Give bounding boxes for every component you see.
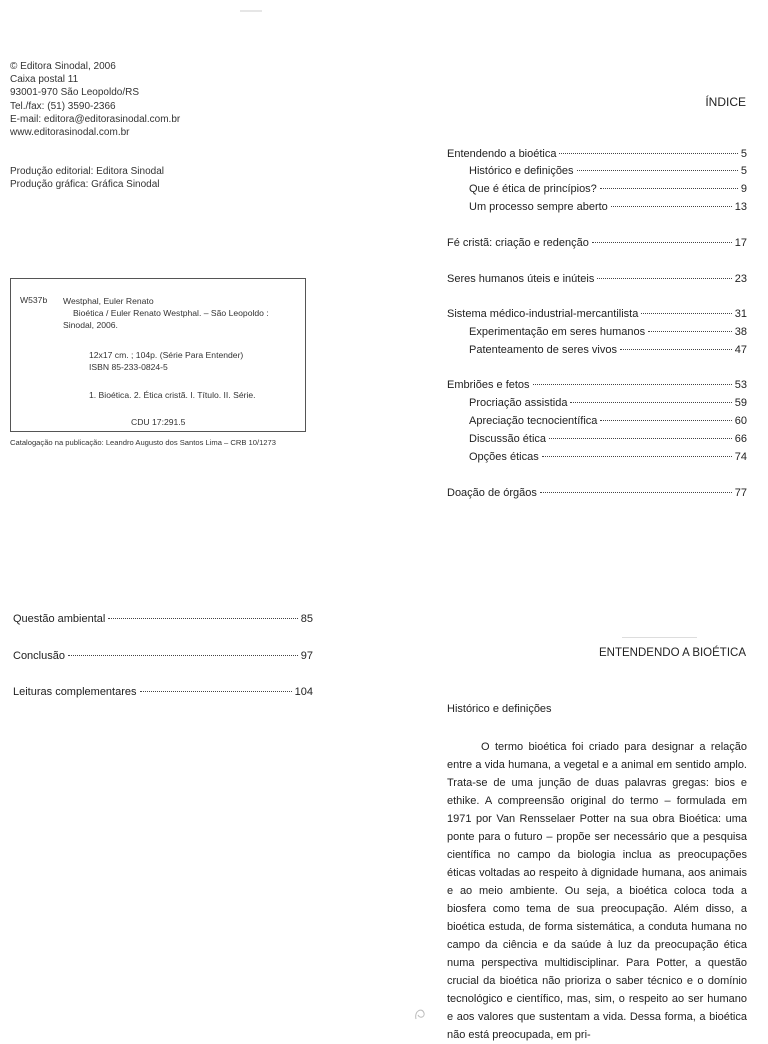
catalog-code: W537b <box>20 295 48 305</box>
section-subtitle: Histórico e definições <box>447 703 552 715</box>
catalog-isbn: ISBN 85-233-0824-5 <box>89 362 168 372</box>
scan-artifact <box>240 0 262 4</box>
catalog-physical <box>89 349 299 373</box>
toc-subentry[interactable]: Apreciação tecnocientífica 60 <box>469 415 747 427</box>
toc-subentry[interactable]: Que é ética de princípios? 9 <box>469 183 747 195</box>
production-line: Produção editorial: Editora Sinodal <box>10 166 164 177</box>
catalog-card <box>10 278 306 432</box>
publisher-email: E-mail: editora@editorasinodal.com.br <box>10 113 181 125</box>
publisher-line: 93001-970 São Leopoldo/RS <box>10 87 139 99</box>
toc-subentry[interactable]: Um processo sempre aberto 13 <box>469 201 747 213</box>
toc-entry[interactable]: Conclusão 97 <box>13 650 313 662</box>
paragraph: O termo bioética foi criado para designar a relação entre a vida humana, a vegetal e a animal em sentido amplo. Trata-se de uma junção de duas palavras gregas: bios e ethike. A compreensão original do termo – formulada em 1971 por Van Rensselaer Potter na sua obra Bioética: uma ponte para o futuro – propõe ser necessário que a pesquisa científica no campo da biologia inclua as preocupações éticas voltadas ao respeito à dignidade humana, aos animais e ao meio ambiente. Ou seja, a bioética coloca toda a biosfera como tema de sua preocupação. Além disso, a bioética estuda, de forma sistemática, a conduta humana no campo da ciência e da saúde à luz da preocupação ética numa perspectiva multidisciplinar. Para Potter, a questão crucial da bioética não prioriza o saber técnico e o domínio tecnológico e científico, mas, sim, o respeito ao ser humano e aos valores que sustentam a vida. Dessa forma, a bioética não está preocupada, em pri- <box>447 741 747 1041</box>
toc-entry[interactable]: Embriões e fetos 53 <box>447 379 747 391</box>
index-title: ÍNDICE <box>705 95 746 109</box>
toc-subentry[interactable]: Discussão ética 66 <box>469 433 747 445</box>
catalog-format: 12x17 cm. ; 104p. (Série Para Entender) <box>89 350 244 360</box>
production-info <box>10 165 164 191</box>
toc-entry[interactable]: Questão ambiental 85 <box>13 613 313 625</box>
catalog-credit: Catalogação na publicação: Leandro Augusto dos Santos Lima – CRB 10/1273 <box>10 438 276 447</box>
publisher-info <box>10 60 180 139</box>
pencil-mark-icon <box>412 1003 432 1028</box>
toc-entry[interactable]: Sistema médico-industrial-mercantilista 31 <box>447 308 747 320</box>
toc-subentry[interactable]: Procriação assistida 59 <box>469 397 747 409</box>
catalog-imprint: Sinodal, 2006. <box>63 320 118 330</box>
chapter-body <box>447 738 747 1044</box>
catalog-cdu: CDU 17:291.5 <box>131 417 186 427</box>
publisher-website: www.editorasinodal.com.br <box>10 127 130 139</box>
catalog-subjects: 1. Bioética. 2. Ética cristã. I. Título. II. Série. <box>89 390 256 400</box>
divider <box>622 637 697 638</box>
toc-subentry[interactable]: Opções éticas 74 <box>469 451 747 463</box>
catalog-title: Bioética / Euler Renato Westphal. – São Leopoldo : <box>73 308 269 318</box>
toc-entry[interactable]: Doação de órgãos 77 <box>447 487 747 499</box>
publisher-line: © Editora Sinodal, 2006 <box>10 61 116 72</box>
toc-subentry[interactable]: Patenteamento de seres vivos 47 <box>469 344 747 356</box>
chapter-title: ENTENDENDO A BIOÉTICA <box>599 647 746 659</box>
catalog-entry <box>63 295 298 331</box>
production-line: Produção gráfica: Gráfica Sinodal <box>10 179 160 190</box>
publisher-line: Caixa postal 11 <box>10 74 79 86</box>
publisher-line: Tel./fax: (51) 3590-2366 <box>10 100 116 112</box>
toc-subentry[interactable]: Experimentação em seres humanos 38 <box>469 326 747 338</box>
toc-entry[interactable]: Leituras complementares 104 <box>13 686 313 698</box>
toc-entry[interactable]: Entendendo a bioética 5 <box>447 148 747 160</box>
toc-entry[interactable]: Seres humanos úteis e inúteis 23 <box>447 273 747 285</box>
toc-subentry[interactable]: Histórico e definições 5 <box>469 165 747 177</box>
toc-entry[interactable]: Fé cristã: criação e redenção 17 <box>447 237 747 249</box>
catalog-author: Westphal, Euler Renato <box>63 296 154 306</box>
